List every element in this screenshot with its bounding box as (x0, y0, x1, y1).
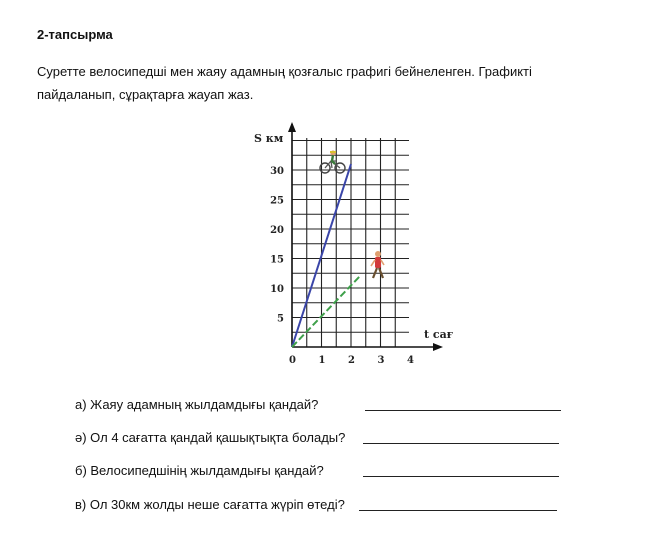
x-tick-label: 4 (407, 355, 414, 366)
y-tick-label: 5 (277, 313, 284, 325)
y-tick-label: 10 (270, 284, 284, 295)
x-tick-label: 0 (289, 355, 296, 366)
walker-icon (371, 251, 384, 278)
chart-grid (292, 138, 409, 347)
chart-series (292, 164, 360, 347)
question-b: б) Велосипедшінің жылдамдығы қандай? (75, 463, 324, 478)
y-tick-label: 15 (270, 254, 284, 266)
answer-blank-ae[interactable] (363, 442, 559, 444)
intro-line-2: пайдаланып, сұрақтарға жауап жаз. (37, 87, 254, 102)
task-title: 2-тапсырма (37, 27, 113, 42)
y-tick-label: 30 (270, 166, 284, 177)
y-tick-label: 25 (270, 195, 284, 207)
series-line-walker (292, 276, 360, 347)
answer-blank-a[interactable] (365, 409, 561, 411)
x-tick-label: 2 (348, 355, 355, 366)
question-v: в) Ол 30км жолды неше сағатта жүріп өтеді? (75, 497, 345, 512)
y-tick-label: 20 (270, 225, 284, 236)
intro-line-1: Суретте велосипедші мен жаяу адамның қозғалыс графигі бейнеленген. Графикті (37, 64, 532, 79)
answer-blank-v[interactable] (359, 509, 557, 511)
question-a: а) Жаяу адамның жылдамдығы қандай? (75, 397, 319, 412)
answer-blank-b[interactable] (363, 475, 559, 477)
x-tick-label: 3 (377, 355, 385, 366)
x-axis-arrow (433, 343, 443, 351)
y-axis-arrow (288, 122, 296, 132)
y-axis-title: S км (254, 132, 284, 145)
x-tick-label: 1 (318, 355, 326, 366)
question-ae: ә) Ол 4 сағатта қандай қашықтықта болады? (75, 430, 346, 445)
x-axis-title: t сағ (424, 328, 454, 341)
